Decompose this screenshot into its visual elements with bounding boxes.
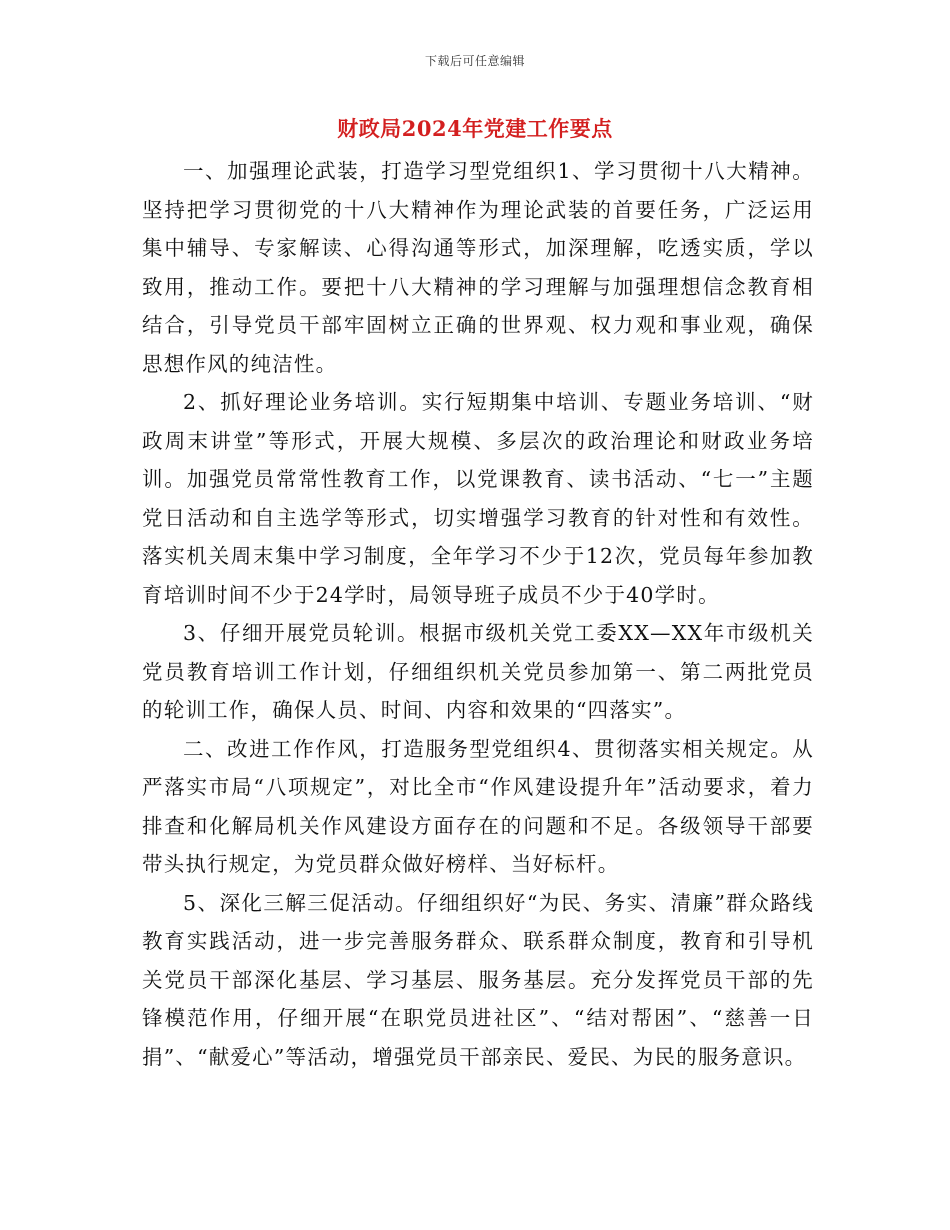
paragraph: 3、仔细开展党员轮训。根据市级机关党工委XX—XX年市级机关党员教育培训工作计划，仔细组织机关党员参加第一、第二两批党员的轮训工作，确保人员、时间、内容和效果的“四落实”。 (142, 621, 814, 722)
paragraph: 二、改进工作作风，打造服务型党组织4、贯彻落实相关规定。从严落实市局“八项规定”，对比全市“作风建设提升年”活动要求，着力排查和化解局机关作风建设方面存在的问题和不足。各级领导干部要带头执行规定，为党员群众做好榜样、当好标杆。 (142, 736, 814, 876)
document-title: 财政局2024年党建工作要点 (337, 116, 613, 141)
paragraph: 一、加强理论武装，打造学习型党组织1、学习贯彻十八大精神。坚持把学习贯彻党的十八大精神作为理论武装的首要任务，广泛运用集中辅导、专家解读、心得沟通等形式，加深理解，吃透实质，学以致用，推动工作。要把十八大精神的学习理解与加强理想信念教育相结合，引导党员干部牢固树立正确的世界观、权力观和事业观，确保思想作风的纯洁性。 (142, 159, 814, 376)
header-note: 下载后可任意编辑 (424, 54, 525, 68)
document-body (142, 152, 814, 1076)
paragraph: 5、深化三解三促活动。仔细组织好“为民、务实、清廉”群众路线教育实践活动，进一步完善服务群众、联系群众制度，教育和引导机关党员干部深化基层、学习基层、服务基层。充分发挥党员干部的先锋模范作用，仔细开展“在职党员进社区”、“结对帮困”、“慈善一日捐”、“献爱心”等活动，增强党员干部亲民、爱民、为民的服务意识。 (142, 890, 814, 1069)
paragraph: 2、抓好理论业务培训。实行短期集中培训、专题业务培训、“财政周末讲堂”等形式，开展大规模、多层次的政治理论和财政业务培训。加强党员常常性教育工作，以党课教育、读书活动、“七一”主题党日活动和自主选学等形式，切实增强学习教育的针对性和有效性。落实机关周末集中学习制度，全年学习不少于12次，党员每年参加教育培训时间不少于24学时，局领导班子成员不少于40学时。 (142, 390, 814, 607)
